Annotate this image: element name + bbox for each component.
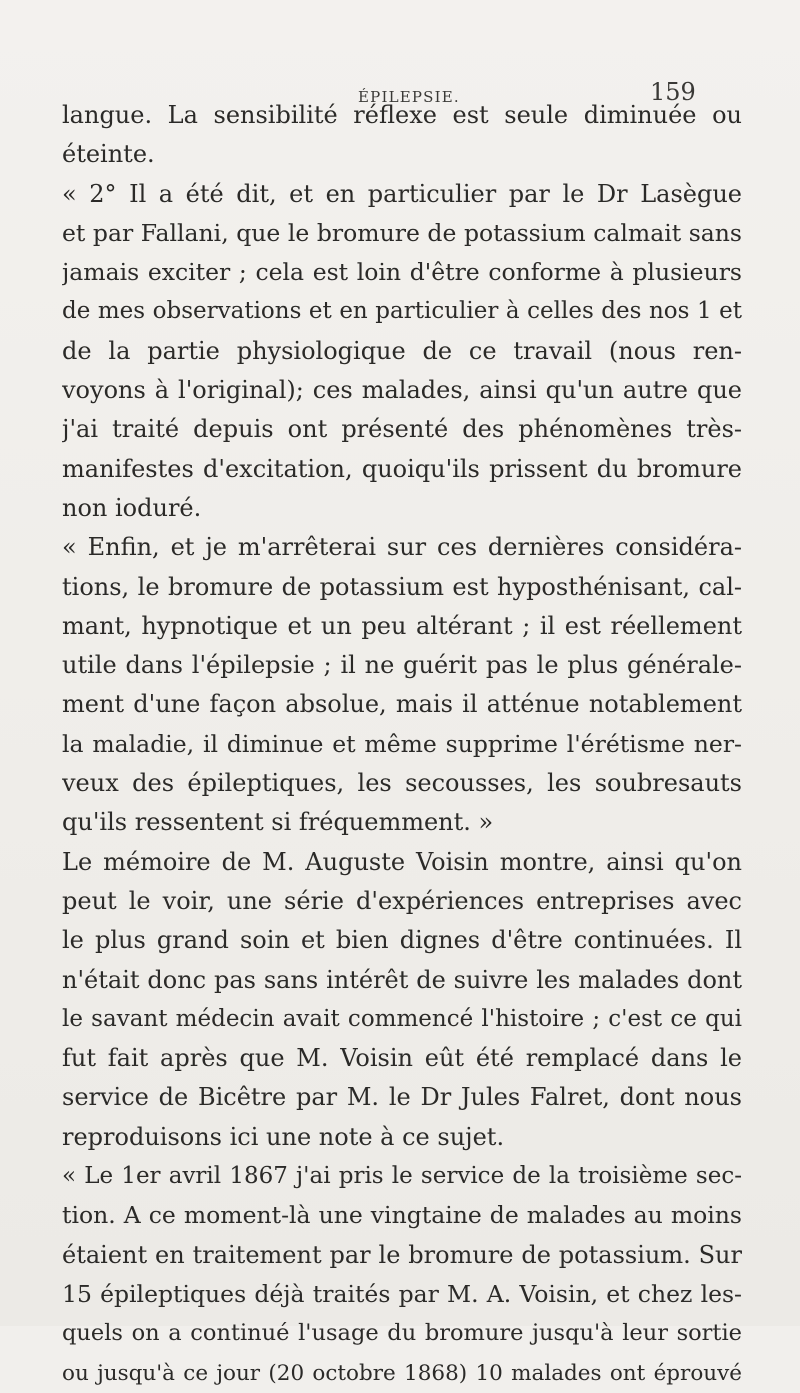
text-line: de mes observations et en particulier à celles des nos 1 et: [62, 298, 742, 325]
text-line: mant, hypnotique et un peu altérant ; il est réellement: [62, 611, 742, 640]
text-line: 15 épileptiques déjà traités par M. A. Voisin, et chez les-: [62, 1279, 742, 1308]
text-line: manifestes d'excitation, quoiqu'ils prissent du bromure: [62, 454, 742, 483]
text-line: reproduisons ici une note à ce sujet.: [62, 1122, 505, 1151]
text-line: « 2° Il a été dit, et en particulier par le Dr Lasègue: [62, 179, 742, 208]
text-line: « Le 1er avril 1867 j'ai pris le service de la troisième sec-: [62, 1163, 742, 1190]
text-line: fut fait après que M. Voisin eût été remplacé dans le: [62, 1044, 742, 1073]
text-line: de la partie physiologique de ce travail (nous ren-: [62, 336, 742, 365]
text-line: utile dans l'épilepsie ; il ne guérit pas le plus générale-: [62, 651, 742, 680]
text-line: veux des épileptiques, les secousses, les soubresauts: [62, 769, 742, 798]
text-line: « Enfin, et je m'arrêterai sur ces dernières considéra-: [62, 533, 742, 562]
text-line: ment d'une façon absolue, mais il atténue notablement: [62, 690, 742, 719]
text-line: la maladie, il diminue et même supprime l'érétisme ner-: [62, 729, 742, 758]
text-line: étaient en traitement par le bromure de potassium. Sur: [62, 1240, 742, 1269]
text-line: tions, le bromure de potassium est hyposthénisant, cal-: [62, 572, 742, 601]
text-line: jamais exciter ; cela est loin d'être conforme à plusieurs: [62, 258, 742, 287]
text-line: éteinte.: [62, 140, 155, 169]
text-line: et par Fallani, que le bromure de potassium calmait sans: [62, 218, 742, 247]
text-line: service de Bicêtre par M. le Dr Jules Falret, dont nous: [62, 1083, 742, 1112]
text-line: j'ai traité depuis ont présenté des phénomènes très-: [62, 415, 742, 444]
text-line: langue. La sensibilité réflexe est seule diminuée ou: [62, 101, 742, 129]
text-line: tion. A ce moment-là une vingtaine de malades au moins: [62, 1201, 742, 1230]
body-text: [62, 96, 742, 1393]
text-line: ou jusqu'à ce jour (20 octobre 1868) 10 malades ont éprouvé: [62, 1360, 742, 1386]
text-line: Le mémoire de M. Auguste Voisin montre, ainsi qu'on: [62, 847, 742, 876]
page-number: 159: [650, 78, 696, 106]
text-line: le plus grand soin et bien dignes d'être continuées. Il: [62, 926, 742, 955]
text-line: n'était donc pas sans intérêt de suivre les malades dont: [62, 965, 742, 994]
text-line: qu'ils ressentent si fréquemment. »: [62, 808, 494, 837]
text-line: peut le voir, une série d'expériences entreprises avec: [62, 886, 742, 915]
text-line: quels on a continué l'usage du bromure jusqu'à leur sortie: [62, 1320, 742, 1347]
text-line: le savant médecin avait commencé l'histoire ; c'est ce qui: [62, 1005, 742, 1032]
text-line: non ioduré.: [62, 493, 202, 522]
running-title: ÉPILEPSIE.: [358, 88, 460, 106]
text-line: voyons à l'original); ces malades, ainsi qu'un autre que: [62, 376, 742, 405]
